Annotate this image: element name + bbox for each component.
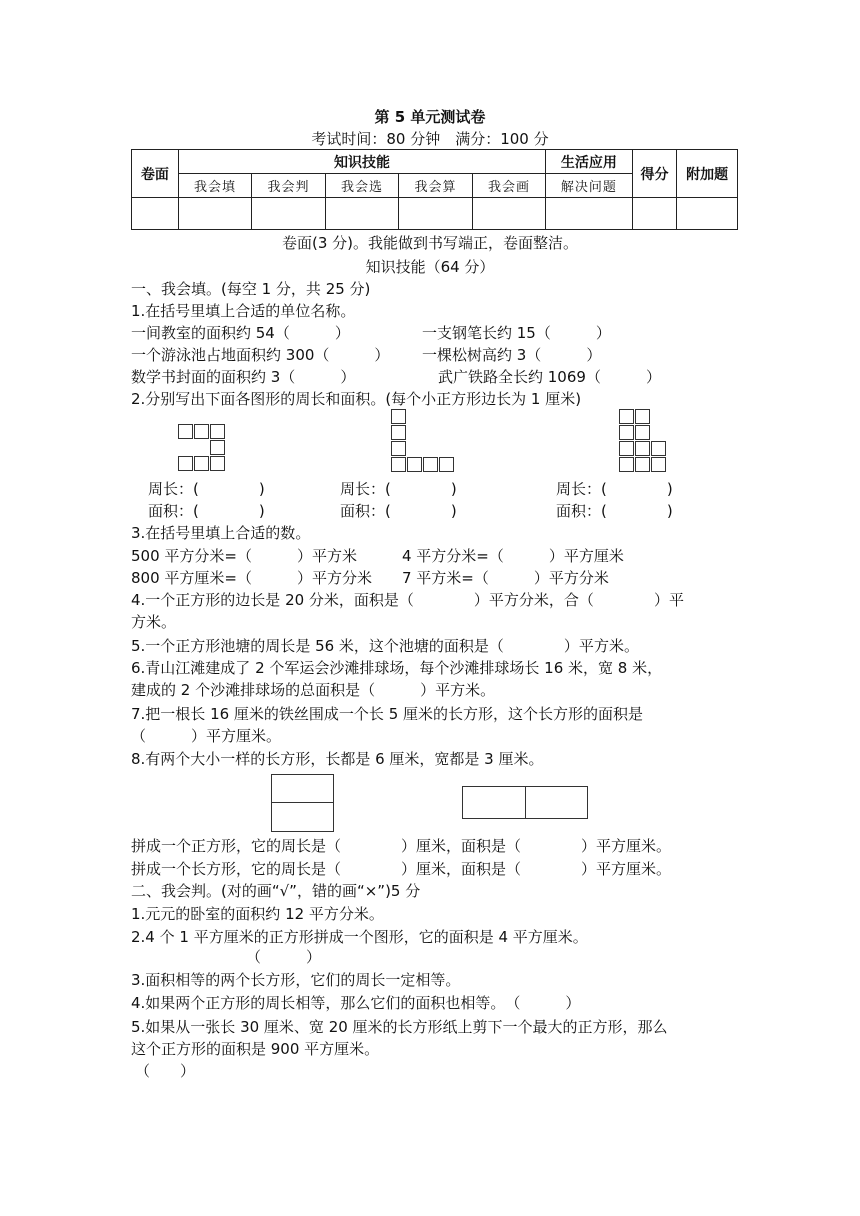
q1-row1-left: 一间教室的面积约 54（ ） — [131, 324, 350, 342]
q1-row2-left: 一个游泳池占地面积约 300（ ） — [131, 346, 390, 364]
rectangle-divider — [525, 786, 526, 819]
q1-row3-right: 武广铁路全长约 1069（ ） — [438, 368, 661, 386]
q1-row3-left: 数学书封面的面积约 3（ ） — [131, 368, 356, 386]
juanmian-note: 卷面(3 分)。我能做到书写端正，卷面整洁。 — [281, 234, 579, 252]
exam-info: 考试时间：80 分钟 满分：100 分 — [311, 130, 549, 148]
score-cell[interactable] — [132, 198, 179, 230]
q1-row2-right: 一棵松树高约 3（ ） — [422, 346, 602, 364]
q6-line2: 建成的 2 个沙滩排球场的总面积是（ ）平方米。 — [131, 681, 496, 699]
q4-line1: 4.一个正方形的边长是 20 分米，面积是（ ）平方分米，合（ ）平 — [131, 591, 684, 609]
judge-q5-line2: 这个正方形的面积是 900 平方厘米。 — [131, 1040, 380, 1058]
fig2-perimeter: 周长：( ) — [340, 480, 457, 498]
fig2-area: 面积：( ) — [340, 502, 457, 520]
score-sub-pan: 我会判 — [252, 174, 326, 198]
q3-row2-right: 7 平方米=（ ）平方分米 — [402, 569, 609, 587]
score-header-shenghuo: 生活应用 — [546, 150, 632, 174]
fig1-perimeter: 周长：( ) — [148, 480, 265, 498]
score-header-defen: 得分 — [632, 150, 677, 198]
judge-q4: 4.如果两个正方形的周长相等，那么它们的面积也相等。 （ ） — [131, 994, 581, 1012]
q7-line2: （ ）平方厘米。 — [131, 727, 282, 745]
score-cell[interactable] — [546, 198, 632, 230]
q8-rectangle: 拼成一个长方形，它的周长是（ ）厘米，面积是（ ）平方厘米。 — [131, 860, 672, 878]
score-cell[interactable] — [178, 198, 252, 230]
q7-line1: 7.把一根长 16 厘米的铁丝围成一个长 5 厘米的长方形，这个长方形的面积是 — [131, 705, 644, 723]
q3-row1-left: 500 平方分米=（ ）平方米 — [131, 547, 357, 565]
q6-line1: 6.青山江滩建成了 2 个军运会沙滩排球场，每个沙滩排球场长 16 米，宽 8 米， — [131, 659, 663, 677]
section1-heading: 一、我会填。(每空 1 分，共 25 分) — [131, 280, 371, 298]
score-table — [131, 149, 738, 230]
judge-q2-bracket: （ ） — [246, 948, 322, 966]
q3-row2-left: 800 平方厘米=（ ）平方分米 — [131, 569, 372, 587]
score-cell[interactable] — [325, 198, 399, 230]
page-title: 第 5 单元测试卷 — [374, 108, 486, 126]
score-header-fujia: 附加题 — [677, 150, 738, 198]
score-cell[interactable] — [252, 198, 326, 230]
square-figure — [271, 774, 334, 832]
q8-prompt: 8.有两个大小一样的长方形，长都是 6 厘米，宽都是 3 厘米。 — [131, 750, 544, 768]
judge-q2-line1: 2.4 个 1 平方厘米的正方形拼成一个图形，它的面积是 4 平方厘米。 — [131, 928, 588, 946]
q3-row1-right: 4 平方分米=（ ）平方厘米 — [402, 547, 624, 565]
score-cell[interactable] — [399, 198, 473, 230]
score-header-zhishi: 知识技能 — [178, 150, 546, 174]
section2-heading: 二、我会判。(对的画“√”，错的画“×”)5 分 — [131, 882, 421, 900]
zhishi-title: 知识技能（64 分） — [365, 258, 495, 276]
q2-prompt: 2.分别写出下面各图形的周长和面积。(每个小正方形边长为 1 厘米) — [131, 390, 582, 408]
judge-q5-line1: 5.如果从一张长 30 厘米、宽 20 厘米的长方形纸上剪下一个最大的正方形，那么 — [131, 1018, 668, 1036]
judge-q3: 3.面积相等的两个长方形，它们的周长一定相等。 — [131, 971, 461, 989]
judge-q5-bracket: （ ） — [135, 1062, 196, 1080]
q8-square: 拼成一个正方形，它的周长是（ ）厘米，面积是（ ）平方厘米。 — [131, 837, 672, 855]
score-sub-hua: 我会画 — [472, 174, 546, 198]
score-header-juanmian: 卷面 — [132, 150, 179, 198]
q1-prompt: 1.在括号里填上合适的单位名称。 — [131, 302, 356, 320]
square-divider — [271, 802, 334, 803]
score-cell[interactable] — [632, 198, 677, 230]
q5: 5.一个正方形池塘的周长是 56 米，这个池塘的面积是（ ）平方米。 — [131, 637, 639, 655]
score-sub-suan: 我会算 — [399, 174, 473, 198]
score-sub-jiejue: 解决问题 — [546, 174, 632, 198]
q4-line2: 方米。 — [131, 613, 177, 631]
fig3-area: 面积：( ) — [556, 502, 673, 520]
fig1-area: 面积：( ) — [148, 502, 265, 520]
q1-row1-right: 一支钢笔长约 15（ ） — [422, 324, 611, 342]
score-sub-tian: 我会填 — [178, 174, 252, 198]
judge-q1: 1.元元的卧室的面积约 12 平方分米。 — [131, 905, 384, 923]
score-sub-xuan: 我会选 — [325, 174, 399, 198]
fig3-perimeter: 周长：( ) — [556, 480, 673, 498]
score-cell[interactable] — [472, 198, 546, 230]
score-cell[interactable] — [677, 198, 738, 230]
q3-prompt: 3.在括号里填上合适的数。 — [131, 524, 311, 542]
